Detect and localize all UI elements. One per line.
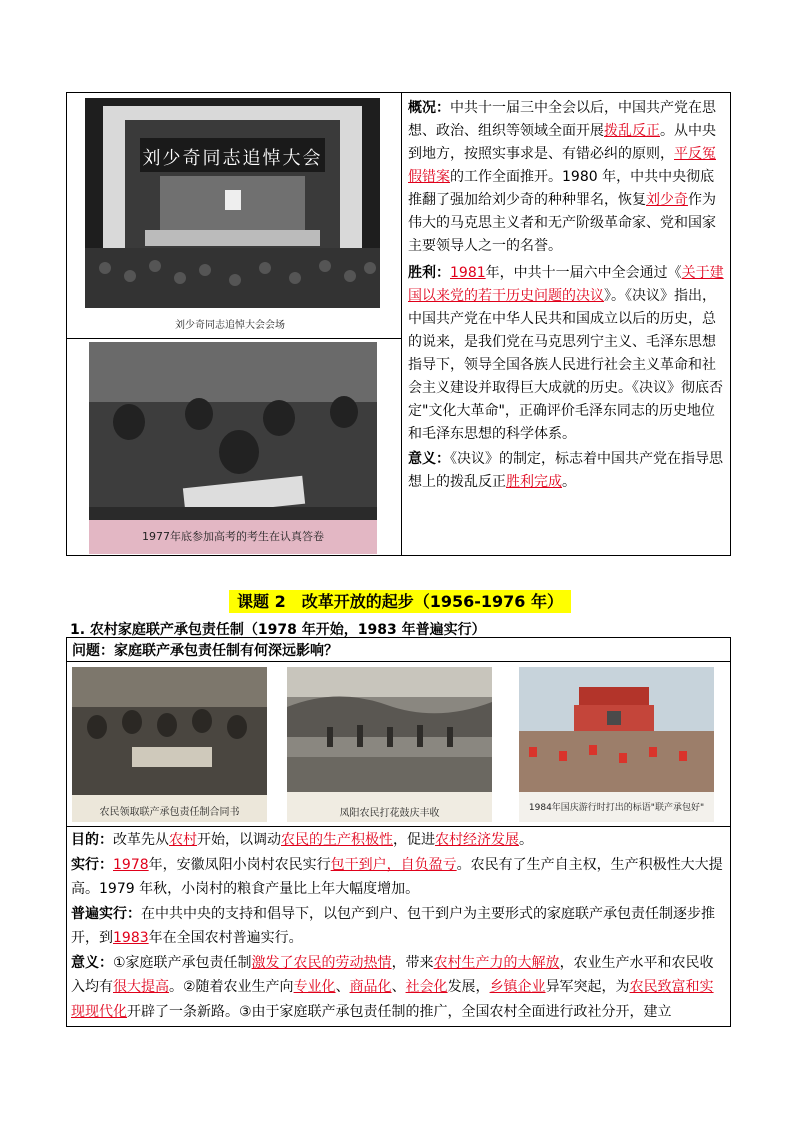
overview-paragraph: 概况：中共十一届三中全会以后，中国共产党在思想、政治、组织等领域全面开展拨乱反正。从中央到地方，按照实事求是、有错必纠的原则，平反冤假错案的工作全面推开。1980 年，中共中央彻底推翻了强加给刘少奇的种种罪名，恢复刘少奇作为伟大的马克思主义者和无产阶级革命家、党和国家主要领导人之一的名誉。 — [408, 100, 716, 254]
row-divider — [66, 338, 402, 339]
purpose-paragraph: 目的：改革先从农村开始，以调动农民的生产积极性，促进农村经济发展。 — [71, 832, 533, 848]
exam-photo — [89, 342, 377, 554]
meaning-paragraph: 意义：①家庭联产承包责任制激发了农民的劳动热情，带来农村生产力的大解放，农业生产水平和农民收入均有很大提高。②随着农业生产向专业化、商品化、社会化发展，乡镇企业异军突起，为农民致富和实现现代化开辟了一条新路。③由于家庭联产承包责任制的推广，全国农村全面进行政社分开，建立 — [71, 954, 714, 1020]
lesson-text — [71, 828, 727, 1024]
general-paragraph: 普遍实行：在中共中央的支持和倡导下，以包产到户、包干到户为主要形式的家庭联产承包责任制逐步推开，到1983年在全国农村普遍实行。 — [71, 905, 715, 946]
lesson-title-wrap — [0, 589, 800, 612]
drum-celebration-photo — [287, 667, 492, 822]
photo1-caption: 刘少奇同志追悼大会会场 — [175, 320, 285, 331]
contract-caption: 农民领取联产承包责任制合同书 — [99, 807, 240, 818]
significance-paragraph: 意义：《决议》的制定，标志着中国共产党在指导思想上的拨乱反正胜利完成。 — [408, 451, 723, 490]
memorial-banner: 刘少奇同志追悼大会 — [142, 148, 323, 169]
photo2-caption: 1977年底参加高考的考生在认真答卷 — [142, 530, 324, 543]
question-text: 问题：家庭联产承包责任制有何深远影响？ — [72, 643, 338, 659]
question-divider — [66, 661, 731, 662]
national-day-parade-photo — [519, 667, 714, 822]
drum-caption: 凤阳农民打花鼓庆丰收 — [339, 808, 440, 819]
photos-divider — [66, 826, 731, 827]
contract-photo — [72, 667, 267, 822]
parade-caption: 1984年国庆游行时打出的标语"联产承包好" — [528, 803, 705, 813]
column-divider — [401, 92, 402, 556]
victory-paragraph: 胜利：1981年，中共十一届六中全会通过《关于建国以来党的若干历史问题的决议》。《决议》指出，中国共产党在中华人民共和国成立以后的历史，总的说来，是我们党在马克思列宁主义、毛泽东思想指导下，领导全国各族人民进行社会主义革命和社会主义建设并取得巨大成就的历史。《决议》彻底否定"文化大革命"，正确评价毛泽东同志的历史地位和毛泽东思想的科学体系。 — [408, 265, 724, 442]
memorial-hall-photo — [85, 98, 380, 308]
history-text — [408, 97, 726, 494]
lesson-title: 课题 2 改革开放的起步（1956-1976 年） — [229, 590, 571, 613]
practice-paragraph: 实行：1978年，安徽凤阳小岗村农民实行包干到户，自负盈亏。农民有了生产自主权，生产积极性大大提高。1979 年秋，小岗村的粮食产量比上年大幅度增加。 — [71, 856, 723, 897]
section-heading: 1. 农村家庭联产承包责任制（1978 年开始，1983 年普遍实行） — [70, 622, 486, 638]
